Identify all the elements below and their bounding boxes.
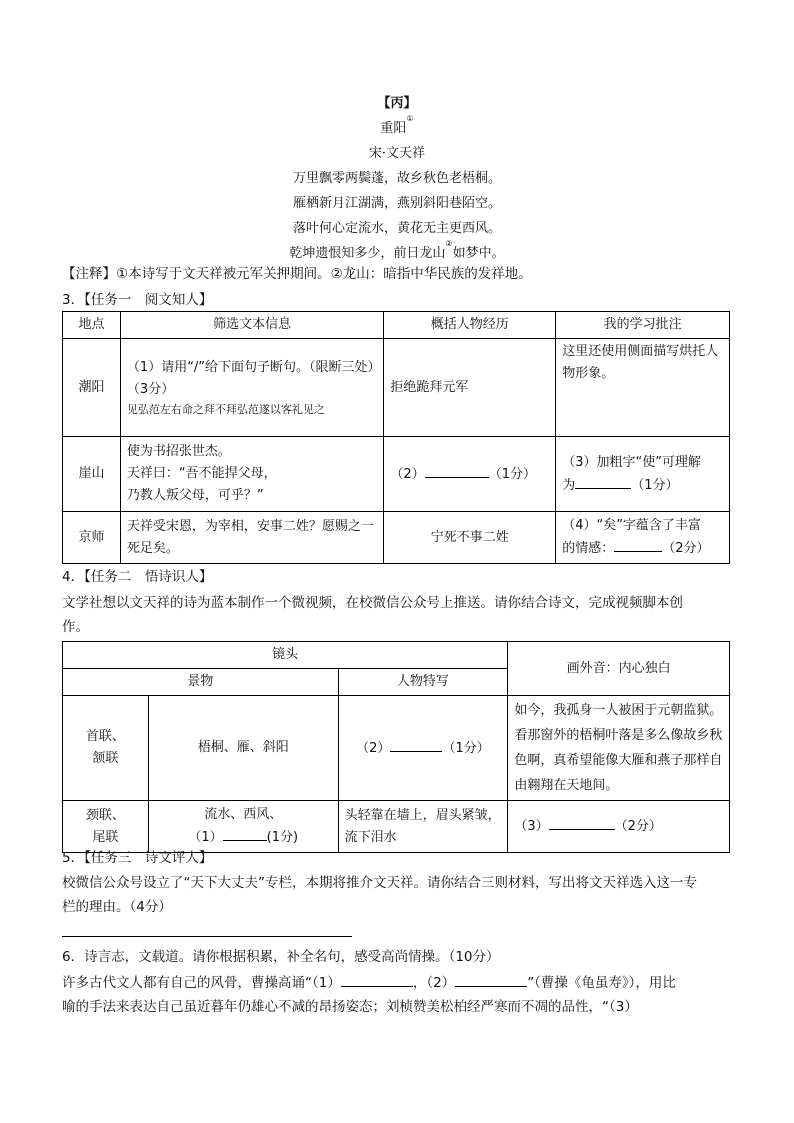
poem-line-2: 雁栖新月江湖满，燕别斜阳巷陌空。 bbox=[292, 196, 501, 211]
voice-cell bbox=[508, 801, 730, 853]
blank-label: （2） bbox=[356, 740, 391, 756]
table-row bbox=[63, 512, 730, 564]
poem-title-text: 重阳 bbox=[380, 121, 407, 136]
text-line: 乃教人叛父母，可乎？” bbox=[126, 488, 264, 503]
header-summary: 概括人物经历 bbox=[384, 312, 556, 339]
poem-title bbox=[0, 114, 794, 136]
poem-line-4-note: ② bbox=[445, 239, 453, 248]
part-line: 尾联 bbox=[92, 829, 119, 845]
note-line: 为 bbox=[562, 477, 576, 493]
part-line: 首联、 bbox=[85, 729, 125, 744]
note-line: （3）加粗字“使”可理解 bbox=[562, 454, 701, 470]
header-note: 我的学习批注 bbox=[556, 312, 730, 339]
q6-text: ”（曹操《龟虽寿》），用比 bbox=[527, 975, 676, 991]
answer-line[interactable] bbox=[62, 936, 352, 937]
poem-label: 【丙】 bbox=[377, 96, 417, 111]
text-line: 天祥曰：“吾不能捍父母， bbox=[126, 466, 277, 481]
summary-cell: 宁死不事二姓 bbox=[384, 512, 556, 564]
scene-cell bbox=[148, 801, 338, 853]
note-line: （4）“矣”字蕴含了丰富 bbox=[562, 518, 701, 533]
scene-line: 流水、西风、 bbox=[204, 807, 283, 822]
header-voice: 画外音：内心独白 bbox=[508, 642, 730, 696]
table-row bbox=[63, 339, 730, 437]
part-cell bbox=[63, 696, 149, 801]
answer-blank[interactable] bbox=[341, 972, 413, 987]
header-scene: 景物 bbox=[63, 669, 339, 696]
table-row bbox=[63, 437, 730, 512]
text-cell bbox=[120, 339, 384, 437]
blank-label: （2） bbox=[390, 466, 425, 482]
part-line: 颔联 bbox=[92, 751, 119, 766]
q6-line-3: 喻的手法来表达自己虽近暮年仍雄心不减的昂扬姿态；刘桢赞美松柏经严寒而不凋的品性，“（3） bbox=[62, 999, 638, 1015]
q6-line-2 bbox=[62, 972, 676, 993]
table-header-row bbox=[63, 642, 730, 669]
text-line: 使为书招张世杰。 bbox=[126, 444, 231, 459]
summary-cell: 拒绝跪拜元军 bbox=[384, 339, 556, 437]
table-row bbox=[63, 801, 730, 853]
score-label: （1分） bbox=[488, 466, 536, 482]
q3-title: 3．【任务一 阅文知人】 bbox=[62, 292, 213, 308]
place-jingshi: 京师 bbox=[63, 512, 121, 564]
table-row bbox=[63, 696, 730, 801]
person-cell bbox=[338, 696, 508, 801]
q4-table bbox=[62, 641, 730, 853]
header-text: 筛选文本信息 bbox=[120, 312, 384, 339]
note-cell bbox=[556, 437, 730, 512]
place-chaoyang: 潮阳 bbox=[63, 339, 121, 437]
table-header-row bbox=[63, 312, 730, 339]
q3-table bbox=[62, 311, 730, 564]
annotation: 【注释】①本诗写于文天祥被元军关押期间。②龙山：暗指中华民族的发祥地。 bbox=[62, 266, 532, 282]
poem-title-note: ① bbox=[406, 114, 414, 123]
poem-line-3: 落叶何心定流水，黄花无主更西风。 bbox=[292, 221, 501, 236]
answer-blank[interactable] bbox=[425, 463, 489, 478]
answer-blank[interactable] bbox=[575, 474, 631, 489]
score-label: （2分） bbox=[662, 541, 710, 556]
note-cell: 这里还使用侧面描写烘托人物形象。 bbox=[556, 339, 730, 437]
q5-title: 5．【任务三 诗文评人】 bbox=[62, 850, 213, 866]
score-label: （1分） bbox=[631, 477, 679, 493]
header-person: 人物特写 bbox=[338, 669, 508, 696]
q5-line-1: 校微信公众号设立了“天下大丈夫”专栏，本期将推介文天祥。请你结合三则材料，写出将文天祥选入这一专 bbox=[62, 875, 697, 891]
voice-cell: 如今，我孤身一人被困于元朝监狱。看那窗外的梧桐叶落是多么像故乡秋色啊，真希望能像大雁和燕子那样自由翱翔在天地间。 bbox=[508, 696, 730, 801]
person-cell: 头轻靠在墙上，眉头紧皱，流下泪水 bbox=[338, 801, 508, 853]
classical-sentence[interactable]: 见弘范左右命之拜不拜弘范遂以客礼见之 bbox=[126, 402, 325, 416]
q6-text: ，（2） bbox=[412, 975, 456, 991]
note-cell bbox=[556, 512, 730, 564]
score-label: （1分） bbox=[442, 740, 490, 756]
q6-text: 许多古代文人都有自己的风骨，曹操高诵“（1） bbox=[62, 975, 341, 991]
blank-label: （3） bbox=[514, 819, 549, 834]
answer-blank[interactable] bbox=[223, 826, 267, 841]
text-cell: 天祥受宋恩，为宰相，安事二姓？愿赐之一死足矣。 bbox=[120, 512, 384, 564]
task-instruction: （1）请用“/”给下面句子断句。（限断三处）（3分） bbox=[126, 359, 375, 397]
answer-blank[interactable] bbox=[455, 972, 527, 987]
poem-line-4a: 乾坤遗恨知多少，前日龙山 bbox=[289, 246, 446, 261]
poem-author: 宋·文天祥 bbox=[368, 146, 426, 161]
header-shot: 镜头 bbox=[63, 642, 508, 669]
blank-label: （1） bbox=[188, 830, 223, 845]
answer-blank[interactable] bbox=[614, 537, 662, 552]
part-line: 颈联、 bbox=[85, 807, 125, 823]
score-label: （2分） bbox=[614, 819, 662, 834]
score-label: (1分) bbox=[266, 830, 299, 845]
summary-cell bbox=[384, 437, 556, 512]
q4-intro-1: 文学社想以文天祥的诗为蓝本制作一个微视频，在校微信公众号上推送。请你结合诗文，完成视频脚本创 bbox=[62, 595, 683, 611]
q4-intro-2: 作。 bbox=[62, 619, 89, 635]
q5-line-2: 栏的理由。（4分） bbox=[62, 899, 172, 915]
answer-blank[interactable] bbox=[390, 737, 442, 752]
scene-cell: 梧桐、雁、斜阳 bbox=[148, 696, 338, 801]
poem-line-4 bbox=[0, 239, 794, 261]
q4-title: 4．【任务二 悟诗识人】 bbox=[62, 569, 213, 585]
q6-line-1: 6．诗言志，文载道。请你根据积累，补全名句，感受高尚情操。（10分） bbox=[62, 949, 500, 965]
answer-blank[interactable] bbox=[549, 815, 615, 830]
poem-line-1: 万里飘零两鬓蓬，故乡秋色老梧桐。 bbox=[292, 171, 501, 186]
place-yashan: 崖山 bbox=[63, 437, 121, 512]
poem-line-4b: 如梦中。 bbox=[452, 246, 505, 261]
text-cell bbox=[120, 437, 384, 512]
part-cell bbox=[63, 801, 149, 853]
note-line: 的情感： bbox=[562, 541, 615, 556]
header-place: 地点 bbox=[63, 312, 121, 339]
